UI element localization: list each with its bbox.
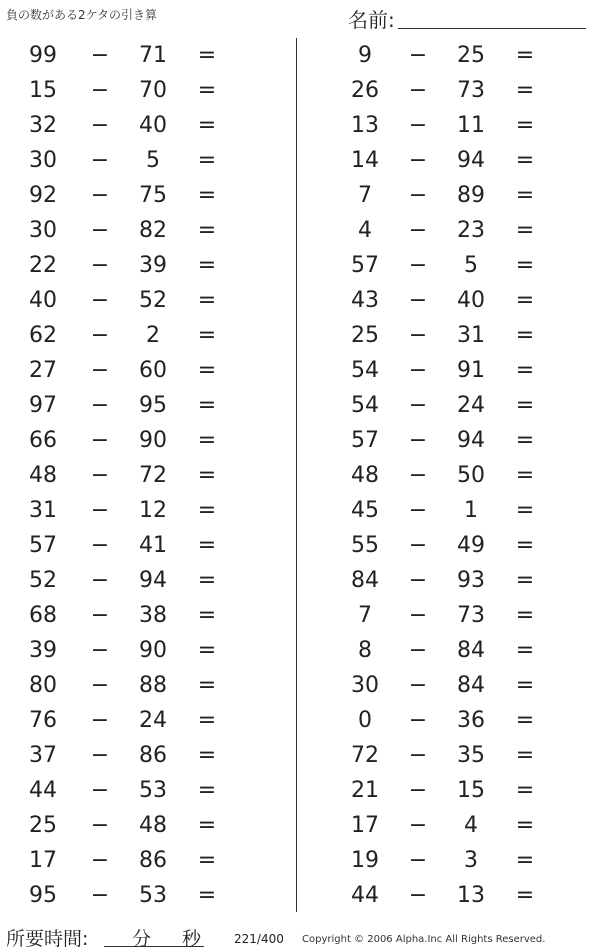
equals-sign: = <box>197 708 217 733</box>
minuend: 13 <box>351 113 379 138</box>
minuend: 30 <box>29 148 57 173</box>
minus-sign: − <box>90 358 110 383</box>
subtrahend: 2 <box>146 323 160 348</box>
problem-row <box>300 493 600 528</box>
minus-sign: − <box>90 113 110 138</box>
subtrahend: 15 <box>457 778 485 803</box>
problem-row <box>300 668 600 703</box>
equals-sign: = <box>515 253 535 278</box>
problem-row <box>0 563 296 598</box>
equals-sign: = <box>515 78 535 103</box>
minuend: 62 <box>29 323 57 348</box>
problem-row <box>0 668 296 703</box>
minus-sign: − <box>90 638 110 663</box>
minuend: 45 <box>351 498 379 523</box>
equals-sign: = <box>515 148 535 173</box>
subtrahend: 40 <box>457 288 485 313</box>
problem-row <box>300 38 600 73</box>
equals-sign: = <box>515 43 535 68</box>
subtrahend: 89 <box>457 183 485 208</box>
subtrahend: 5 <box>464 253 478 278</box>
equals-sign: = <box>197 78 217 103</box>
equals-sign: = <box>515 533 535 558</box>
minuend: 14 <box>351 148 379 173</box>
problem-row <box>300 808 600 843</box>
minuend: 30 <box>29 218 57 243</box>
minus-sign: − <box>408 568 428 593</box>
minus-sign: − <box>408 638 428 663</box>
minus-sign: − <box>90 183 110 208</box>
subtrahend: 90 <box>139 428 167 453</box>
minus-sign: − <box>90 603 110 628</box>
equals-sign: = <box>515 463 535 488</box>
problem-row <box>300 423 600 458</box>
minuend: 40 <box>29 288 57 313</box>
worksheet-title: 負の数がある2ケタの引き算 <box>6 8 158 22</box>
minuend: 7 <box>358 603 372 628</box>
minuend: 92 <box>29 183 57 208</box>
equals-sign: = <box>515 778 535 803</box>
minus-sign: − <box>408 428 428 453</box>
minuend: 44 <box>351 883 379 908</box>
subtrahend: 49 <box>457 533 485 558</box>
minuend: 48 <box>29 463 57 488</box>
minuend: 4 <box>358 218 372 243</box>
equals-sign: = <box>515 743 535 768</box>
problem-row <box>0 458 296 493</box>
minus-sign: − <box>408 533 428 558</box>
problem-column-right <box>300 38 600 913</box>
minus-sign: − <box>408 148 428 173</box>
subtrahend: 73 <box>457 603 485 628</box>
minus-sign: − <box>408 883 428 908</box>
equals-sign: = <box>515 183 535 208</box>
subtrahend: 52 <box>139 288 167 313</box>
problem-row <box>300 458 600 493</box>
problem-row <box>0 108 296 143</box>
minus-sign: − <box>90 393 110 418</box>
equals-sign: = <box>515 813 535 838</box>
equals-sign: = <box>515 393 535 418</box>
problem-row <box>0 633 296 668</box>
problem-row <box>300 598 600 633</box>
equals-sign: = <box>515 568 535 593</box>
minuend: 48 <box>351 463 379 488</box>
subtrahend: 82 <box>139 218 167 243</box>
time-label: 所要時間: <box>6 928 89 950</box>
minuend: 21 <box>351 778 379 803</box>
minuend: 31 <box>29 498 57 523</box>
problem-row <box>300 108 600 143</box>
minus-sign: − <box>408 743 428 768</box>
subtrahend: 94 <box>457 148 485 173</box>
problem-row <box>300 563 600 598</box>
minuend: 57 <box>351 428 379 453</box>
problem-row <box>300 213 600 248</box>
seconds-label: 秒 <box>182 928 202 950</box>
minuend: 26 <box>351 78 379 103</box>
subtrahend: 38 <box>139 603 167 628</box>
subtrahend: 75 <box>139 183 167 208</box>
minuend: 95 <box>29 883 57 908</box>
equals-sign: = <box>197 428 217 453</box>
problem-row <box>0 38 296 73</box>
subtrahend: 53 <box>139 883 167 908</box>
minus-sign: − <box>408 778 428 803</box>
problem-row <box>0 248 296 283</box>
subtrahend: 24 <box>457 393 485 418</box>
minus-sign: − <box>90 673 110 698</box>
equals-sign: = <box>515 638 535 663</box>
minuend: 7 <box>358 183 372 208</box>
minus-sign: − <box>408 393 428 418</box>
subtrahend: 86 <box>139 848 167 873</box>
problem-row <box>0 738 296 773</box>
minus-sign: − <box>408 323 428 348</box>
minus-sign: − <box>408 358 428 383</box>
name-label: 名前: <box>348 8 395 32</box>
subtrahend: 31 <box>457 323 485 348</box>
problem-row <box>0 703 296 738</box>
minutes-label: 分 <box>132 928 152 950</box>
problem-row <box>0 353 296 388</box>
name-line <box>398 28 586 29</box>
subtrahend: 50 <box>457 463 485 488</box>
equals-sign: = <box>515 323 535 348</box>
minuend: 80 <box>29 673 57 698</box>
minuend: 30 <box>351 673 379 698</box>
minus-sign: − <box>408 288 428 313</box>
equals-sign: = <box>197 498 217 523</box>
equals-sign: = <box>515 673 535 698</box>
minuend: 57 <box>29 533 57 558</box>
equals-sign: = <box>197 183 217 208</box>
problem-row <box>0 843 296 878</box>
minuend: 9 <box>358 43 372 68</box>
problem-row <box>300 73 600 108</box>
minuend: 97 <box>29 393 57 418</box>
subtrahend: 94 <box>139 568 167 593</box>
problem-row <box>300 283 600 318</box>
minus-sign: − <box>408 253 428 278</box>
minus-sign: − <box>408 463 428 488</box>
subtrahend: 4 <box>464 813 478 838</box>
equals-sign: = <box>197 253 217 278</box>
problem-row <box>0 318 296 353</box>
minus-sign: − <box>90 218 110 243</box>
subtrahend: 53 <box>139 778 167 803</box>
minuend: 22 <box>29 253 57 278</box>
minus-sign: − <box>408 813 428 838</box>
problem-row <box>0 878 296 913</box>
minus-sign: − <box>408 673 428 698</box>
subtrahend: 3 <box>464 848 478 873</box>
footer <box>0 918 600 952</box>
minus-sign: − <box>408 78 428 103</box>
subtrahend: 5 <box>146 148 160 173</box>
problem-row <box>0 528 296 563</box>
page-number: 221/400 <box>234 932 284 946</box>
subtrahend: 93 <box>457 568 485 593</box>
minuend: 37 <box>29 743 57 768</box>
problem-row <box>0 423 296 458</box>
minus-sign: − <box>90 428 110 453</box>
minus-sign: − <box>408 183 428 208</box>
problem-row <box>0 213 296 248</box>
problem-row <box>300 353 600 388</box>
minuend: 32 <box>29 113 57 138</box>
equals-sign: = <box>197 743 217 768</box>
equals-sign: = <box>197 568 217 593</box>
subtrahend: 72 <box>139 463 167 488</box>
equals-sign: = <box>197 848 217 873</box>
minus-sign: − <box>90 743 110 768</box>
equals-sign: = <box>515 113 535 138</box>
minuend: 8 <box>358 638 372 663</box>
minuend: 44 <box>29 778 57 803</box>
equals-sign: = <box>197 533 217 558</box>
minus-sign: − <box>90 848 110 873</box>
problem-row <box>0 143 296 178</box>
minus-sign: − <box>90 708 110 733</box>
minuend: 76 <box>29 708 57 733</box>
minuend: 55 <box>351 533 379 558</box>
equals-sign: = <box>515 708 535 733</box>
minus-sign: − <box>408 113 428 138</box>
minuend: 57 <box>351 253 379 278</box>
subtrahend: 35 <box>457 743 485 768</box>
equals-sign: = <box>197 393 217 418</box>
subtrahend: 11 <box>457 113 485 138</box>
equals-sign: = <box>197 148 217 173</box>
problem-row <box>300 703 600 738</box>
subtrahend: 70 <box>139 78 167 103</box>
subtrahend: 40 <box>139 113 167 138</box>
problem-row <box>300 528 600 563</box>
equals-sign: = <box>515 603 535 628</box>
minus-sign: − <box>90 323 110 348</box>
problem-row <box>300 318 600 353</box>
problem-row <box>0 808 296 843</box>
minuend: 17 <box>29 848 57 873</box>
equals-sign: = <box>197 673 217 698</box>
equals-sign: = <box>197 638 217 663</box>
minus-sign: − <box>408 603 428 628</box>
subtrahend: 95 <box>139 393 167 418</box>
equals-sign: = <box>515 848 535 873</box>
minuend: 15 <box>29 78 57 103</box>
equals-sign: = <box>515 218 535 243</box>
minus-sign: − <box>90 883 110 908</box>
subtrahend: 90 <box>139 638 167 663</box>
minus-sign: − <box>408 43 428 68</box>
equals-sign: = <box>197 113 217 138</box>
subtrahend: 23 <box>457 218 485 243</box>
minuend: 0 <box>358 708 372 733</box>
copyright: Copyright © 2006 Alpha.Inc All Rights Reserved. <box>302 934 546 945</box>
subtrahend: 36 <box>457 708 485 733</box>
equals-sign: = <box>197 463 217 488</box>
problem-row <box>0 73 296 108</box>
minus-sign: − <box>90 498 110 523</box>
subtrahend: 71 <box>139 43 167 68</box>
subtrahend: 1 <box>464 498 478 523</box>
minus-sign: − <box>90 533 110 558</box>
minuend: 72 <box>351 743 379 768</box>
minuend: 25 <box>29 813 57 838</box>
subtrahend: 13 <box>457 883 485 908</box>
minuend: 39 <box>29 638 57 663</box>
minus-sign: − <box>90 813 110 838</box>
equals-sign: = <box>515 288 535 313</box>
problem-row <box>300 248 600 283</box>
subtrahend: 25 <box>457 43 485 68</box>
minuend: 43 <box>351 288 379 313</box>
subtrahend: 88 <box>139 673 167 698</box>
minuend: 25 <box>351 323 379 348</box>
problem-row <box>300 738 600 773</box>
problem-row <box>0 283 296 318</box>
subtrahend: 12 <box>139 498 167 523</box>
minus-sign: − <box>408 498 428 523</box>
subtrahend: 48 <box>139 813 167 838</box>
equals-sign: = <box>197 603 217 628</box>
subtrahend: 84 <box>457 638 485 663</box>
minus-sign: − <box>90 463 110 488</box>
problem-column-left <box>0 38 296 913</box>
subtrahend: 94 <box>457 428 485 453</box>
subtrahend: 39 <box>139 253 167 278</box>
subtrahend: 73 <box>457 78 485 103</box>
equals-sign: = <box>197 218 217 243</box>
minus-sign: − <box>90 288 110 313</box>
minus-sign: − <box>90 778 110 803</box>
equals-sign: = <box>515 883 535 908</box>
subtrahend: 41 <box>139 533 167 558</box>
minuend: 66 <box>29 428 57 453</box>
minus-sign: − <box>408 848 428 873</box>
problem-row <box>300 633 600 668</box>
minuend: 19 <box>351 848 379 873</box>
minuend: 99 <box>29 43 57 68</box>
minus-sign: − <box>408 218 428 243</box>
problem-row <box>300 178 600 213</box>
minus-sign: − <box>90 568 110 593</box>
problem-row <box>0 388 296 423</box>
name-area <box>348 4 588 32</box>
problem-row <box>0 493 296 528</box>
subtrahend: 91 <box>457 358 485 383</box>
problem-row <box>0 598 296 633</box>
minus-sign: − <box>90 78 110 103</box>
minuend: 54 <box>351 393 379 418</box>
minus-sign: − <box>90 43 110 68</box>
problem-row <box>300 843 600 878</box>
minuend: 27 <box>29 358 57 383</box>
minus-sign: − <box>90 148 110 173</box>
equals-sign: = <box>197 323 217 348</box>
problem-row <box>300 878 600 913</box>
equals-sign: = <box>197 43 217 68</box>
minuend: 17 <box>351 813 379 838</box>
equals-sign: = <box>515 498 535 523</box>
minuend: 52 <box>29 568 57 593</box>
equals-sign: = <box>197 778 217 803</box>
problem-row <box>0 773 296 808</box>
subtrahend: 86 <box>139 743 167 768</box>
problem-row <box>300 773 600 808</box>
minuend: 54 <box>351 358 379 383</box>
equals-sign: = <box>515 358 535 383</box>
column-divider <box>296 38 297 912</box>
equals-sign: = <box>197 813 217 838</box>
problem-row <box>300 143 600 178</box>
problem-row <box>0 178 296 213</box>
equals-sign: = <box>515 428 535 453</box>
minuend: 68 <box>29 603 57 628</box>
equals-sign: = <box>197 288 217 313</box>
minus-sign: − <box>408 708 428 733</box>
subtrahend: 24 <box>139 708 167 733</box>
equals-sign: = <box>197 883 217 908</box>
equals-sign: = <box>197 358 217 383</box>
minuend: 84 <box>351 568 379 593</box>
problem-row <box>300 388 600 423</box>
minus-sign: − <box>90 253 110 278</box>
subtrahend: 60 <box>139 358 167 383</box>
subtrahend: 84 <box>457 673 485 698</box>
